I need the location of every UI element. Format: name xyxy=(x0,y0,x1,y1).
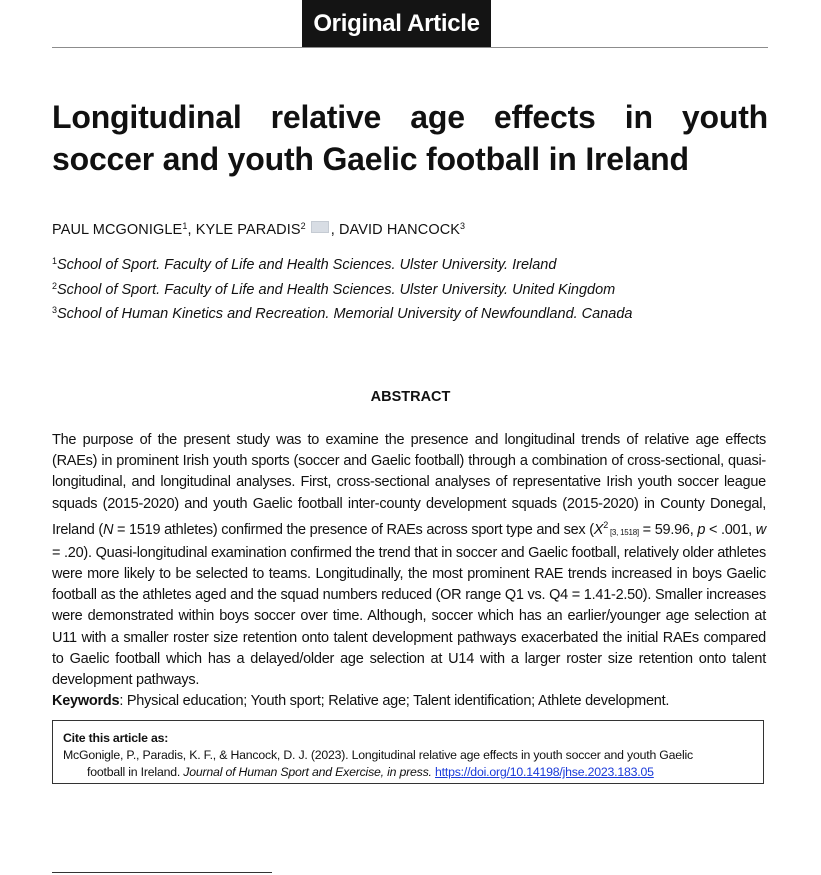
article-title: Longitudinal relative age effects in youth soccer and youth Gaelic football in Ireland xyxy=(52,99,768,177)
footnote-divider xyxy=(52,872,272,873)
author-name: PAUL MCGONIGLE xyxy=(52,222,183,238)
abstract-heading: ABSTRACT xyxy=(370,389,451,405)
affiliation: $^3$School of Human Kinetics and Recreation. Memorial University of Newfoundland. Canada xyxy=(52,305,633,322)
author-sup: 1 xyxy=(182,221,188,231)
keywords: : Physical education; Youth sport; Relative age; Talent identification; Athlete development. xyxy=(119,693,670,710)
citation-box xyxy=(52,720,764,784)
abstract-text: The purpose of the present study was to examine the presence and longitudinal trends of relative age effects (RAEs) in prominent Irish youth sports (soccer and Gaelic football) through a combination of cross-sectional, quasi-longitudinal, and longitudinal analyses. First, cross-sectional analyses of representative Irish youth soccer league squads (2015-2020) and youth Gaelic football inter-county development squads (2015-2020) in County Donegal, Ireland (N = 1519 athletes) confirmed the presence of RAEs across sport type and sex ($X^2$ $_{[3, 1518]}$ = 59.96, p < .001, w = .20). Quasi-longitudinal examination confirmed the trend that in soccer and Gaelic football, relatively older athletes were more likely to be selected to teams. Longitudinally, the most prominent RAE trends increased in boys Gaelic football as the athletes aged and the squad numbers reduced (OR range Q1 vs. Q4 = 1.41-2.50). Smaller increases were demonstrated within boys soccer over time. Although, soccer which has an earlier/younger age selection at U11 with a smaller roster size retention onto talent development pathways exacerbated the initial RAEs compared to Gaelic football which has a delayed/older age selection at U14 with a larger roster size retention onto talent development pathways. Keywords: Physical education; Youth sport; Relative age; Talent identification; Athlete development. xyxy=(52,432,766,710)
affiliation: $^2$School of Sport. Faculty of Life and Health Sciences. Ulster University. United Kingdom xyxy=(52,281,616,298)
author-name: DAVID HANCOCK xyxy=(338,222,461,238)
author-list: PAUL MCGONIGLE$^1$, KYLE PARADIS$^2$ , DAVID HANCOCK$^3$ xyxy=(52,221,466,238)
citation-line: football in Ireland. Journal of Human Sport and Exercise, in press. https://doi.org/10.14198/jhse.2023.183.05 xyxy=(87,765,654,779)
article-type-badge: Original Article xyxy=(302,0,491,48)
doi-link[interactable]: https://doi.org/10.14198/jhse.2023.183.05 xyxy=(435,765,654,779)
author-sup: 3 xyxy=(460,221,466,231)
citation-heading: Cite this article as: xyxy=(63,731,169,745)
email-icon[interactable] xyxy=(311,221,329,233)
keywords-label: Keywords xyxy=(52,693,120,710)
header-divider xyxy=(52,47,768,48)
citation-line: McGonigle, P., Paradis, K. F., & Hancock, D. J. (2023). Longitudinal relative age effects in youth soccer and youth Gaelic xyxy=(63,748,693,762)
journal-name: Journal of Human Sport and Exercise, in press. xyxy=(183,765,432,779)
affiliation: $^1$School of Sport. Faculty of Life and Health Sciences. Ulster University. Ireland xyxy=(52,256,557,273)
author-name: KYLE PARADIS xyxy=(195,222,301,238)
author-sup: 2 xyxy=(300,221,306,231)
